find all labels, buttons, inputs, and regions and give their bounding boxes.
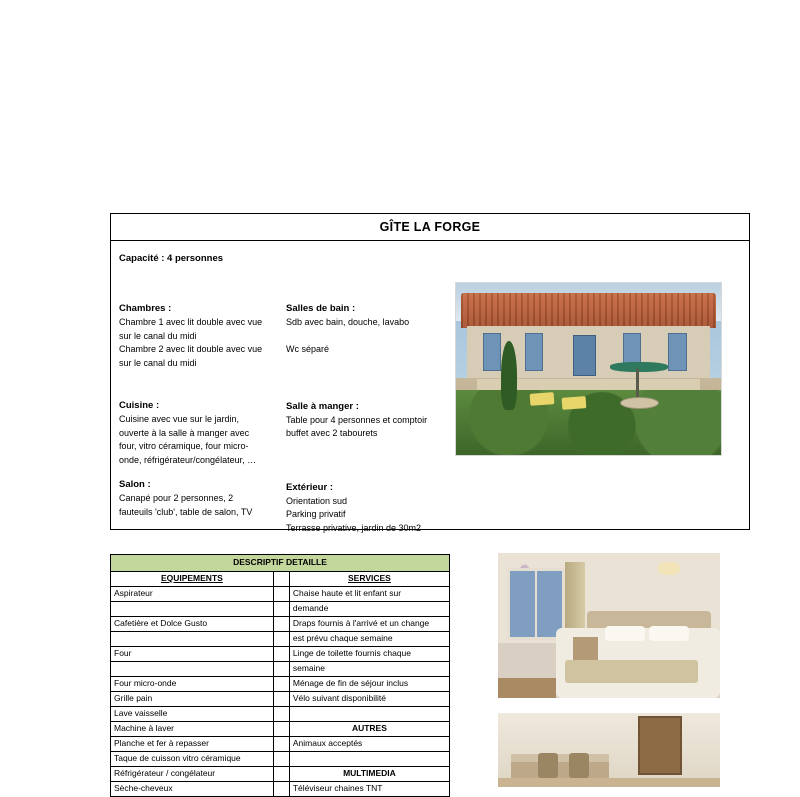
bedroom-photo [498, 553, 720, 698]
middle-column [286, 303, 456, 545]
cell-gap [273, 587, 289, 602]
section-line: Chambre 2 avec lit double avec vue [119, 344, 263, 354]
cell-gap [273, 647, 289, 662]
cell-service: Draps fournis à l'arrivé et un change [289, 617, 449, 632]
cell-service: est prévu chaque semaine [289, 632, 449, 647]
section-salles-de-bain [286, 303, 456, 357]
table-row [111, 692, 450, 707]
cell-equipment: Machine à laver [111, 722, 274, 737]
sheet-body [111, 241, 749, 533]
cell-gap [273, 692, 289, 707]
section-exterieur [286, 482, 456, 536]
cell-service: demande [289, 602, 449, 617]
cell-equipment [111, 602, 274, 617]
table-row [111, 632, 450, 647]
cell-equipment [111, 632, 274, 647]
section-line: sur le canal du midi [119, 330, 197, 341]
cell-equipment: Four [111, 647, 274, 662]
section-salon [119, 479, 289, 519]
left-column [119, 303, 289, 529]
section-line: onde, réfrigérateur/congélateur, … [119, 454, 257, 465]
section-line: Cuisine avec vue sur le jardin, [119, 414, 240, 424]
cell-equipment: Lave vaisselle [111, 707, 274, 722]
cell-gap [273, 767, 289, 782]
table-row [111, 677, 450, 692]
cell-service-header: AUTRES [289, 722, 449, 737]
cell-equipment: Grille pain [111, 692, 274, 707]
section-salle-a-manger [286, 401, 456, 441]
cell-gap [273, 752, 289, 767]
cell-gap [273, 677, 289, 692]
section-line: Orientation sud [286, 495, 348, 506]
cell-gap [273, 707, 289, 722]
section-line: fauteuils 'club', table de salon, TV [119, 506, 253, 517]
section-line: Canapé pour 2 personnes, 2 [119, 493, 234, 503]
cell-service: semaine [289, 662, 449, 677]
cell-service: Vélo suivant disponibilité [289, 692, 449, 707]
cell-equipment: Four micro-onde [111, 677, 274, 692]
section-heading: Chambres : [119, 303, 172, 314]
section-line: buffet avec 2 tabourets [286, 428, 378, 438]
header-gap [273, 572, 289, 587]
detail-table [110, 554, 450, 797]
cell-service: Animaux acceptés [289, 737, 449, 752]
table-header-row [111, 572, 450, 587]
cell-service [289, 707, 449, 722]
section-line: Sdb avec bain, douche, lavabo [286, 317, 410, 327]
cell-equipment: Taque de cuisson vitro céramique [111, 752, 274, 767]
section-line: Terrasse privative, jardin de 30m2 [286, 522, 422, 533]
capacity-text: Capacité : 4 personnes [119, 253, 224, 264]
table-row [111, 737, 450, 752]
cell-equipment: Sèche-cheveux [111, 782, 274, 797]
cell-equipment: Planche et fer à repasser [111, 737, 274, 752]
section-line: sur le canal du midi [119, 357, 197, 368]
cell-gap [273, 602, 289, 617]
cell-equipment: Cafetière et Dolce Gusto [111, 617, 274, 632]
section-heading: Cuisine : [119, 400, 160, 411]
cell-service: Chaise haute et lit enfant sur [289, 587, 449, 602]
cell-equipment: Réfrigérateur / congélateur [111, 767, 274, 782]
table-row [111, 617, 450, 632]
cell-service: Ménage de fin de séjour inclus [289, 677, 449, 692]
gite-info-sheet [110, 213, 750, 533]
table-row [111, 602, 450, 617]
cell-gap [273, 737, 289, 752]
table-row [111, 722, 450, 737]
kitchen-photo [498, 713, 720, 787]
table-row [111, 767, 450, 782]
page-title: GÎTE LA FORGE [111, 214, 749, 241]
cell-gap [273, 617, 289, 632]
banner-cell: DESCRIPTIF DETAILLE [111, 555, 450, 572]
section-heading: Salles de bain : [286, 303, 356, 314]
cell-gap [273, 782, 289, 797]
house-exterior-photo [455, 282, 722, 456]
cell-equipment [111, 662, 274, 677]
section-line: Parking privatif [286, 509, 346, 519]
section-line [286, 330, 456, 344]
cell-service: Téléviseur chaines TNT [289, 782, 449, 797]
section-line: Wc séparé [286, 344, 330, 354]
table-row [111, 752, 450, 767]
cell-service [289, 752, 449, 767]
table-row [111, 707, 450, 722]
cell-equipment: Aspirateur [111, 587, 274, 602]
section-line: Chambre 1 avec lit double avec vue [119, 317, 263, 327]
header-services: SERVICES [289, 572, 449, 587]
table-row [111, 782, 450, 797]
table-banner-row [111, 555, 450, 572]
section-line: four, vitro céramique, four micro- [119, 441, 249, 451]
section-line: ouverte à la salle à manger avec [119, 427, 250, 438]
section-cuisine [119, 400, 289, 467]
section-heading: Salle à manger : [286, 400, 359, 412]
table-row [111, 647, 450, 662]
cell-gap [273, 632, 289, 647]
cell-gap [273, 722, 289, 737]
section-heading: Extérieur : [286, 481, 333, 493]
section-chambres [119, 303, 289, 370]
section-line: Table pour 4 personnes et comptoir [286, 414, 428, 425]
cell-gap [273, 662, 289, 677]
cell-service: Linge de toilette fournis chaque [289, 647, 449, 662]
section-heading: Salon : [119, 479, 151, 490]
table-row [111, 587, 450, 602]
cell-service-header: MULTIMEDIA [289, 767, 449, 782]
header-equipments: EQUIPEMENTS [111, 572, 274, 587]
table-row [111, 662, 450, 677]
